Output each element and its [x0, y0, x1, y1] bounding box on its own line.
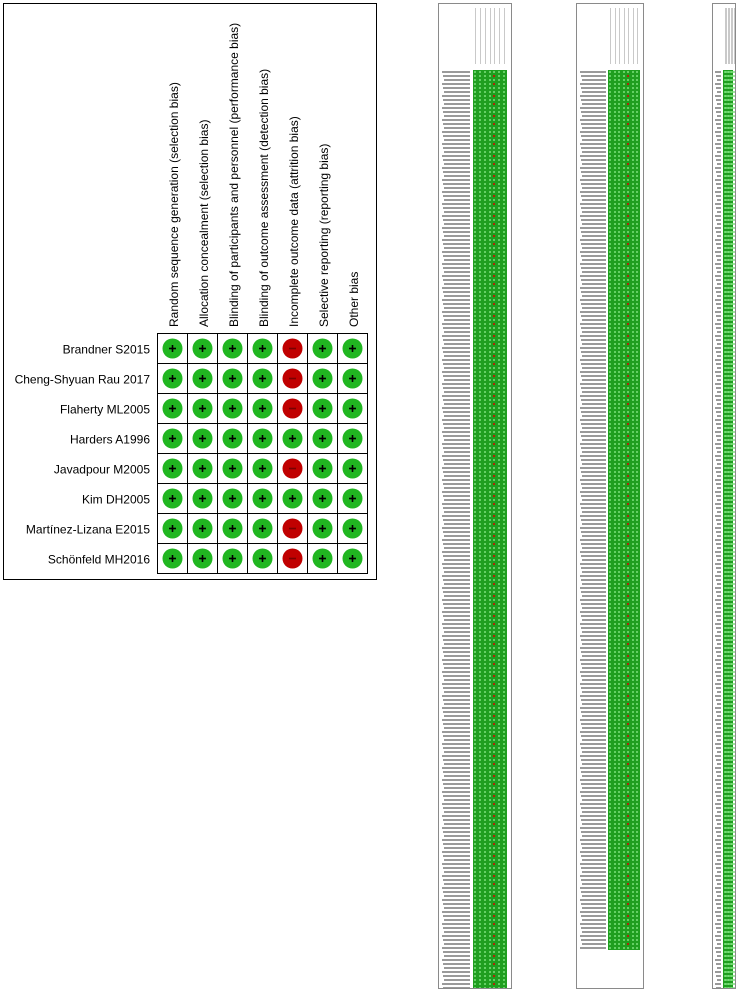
thumbnail-summary-3	[712, 3, 736, 989]
low-risk-mark	[163, 399, 183, 419]
thumbnail-header	[713, 4, 735, 70]
low-risk-mark	[283, 429, 303, 449]
low-risk-mark	[253, 399, 273, 419]
low-risk-mark	[223, 399, 243, 419]
study-label: Schönfeld MH2016	[47, 552, 150, 567]
thumbnail-header	[577, 4, 643, 70]
low-risk-mark	[313, 429, 333, 449]
low-risk-mark	[253, 369, 273, 389]
low-risk-mark	[223, 459, 243, 479]
high-risk-mark	[283, 459, 303, 479]
low-risk-mark	[313, 459, 333, 479]
low-risk-mark	[193, 459, 213, 479]
thumbnail-rows	[577, 70, 643, 986]
study-label: Harders A1996	[69, 432, 150, 447]
thumbnail-rows	[713, 70, 735, 986]
low-risk-mark	[343, 519, 363, 539]
low-risk-mark	[193, 489, 213, 509]
thumbnail-header	[439, 4, 511, 70]
low-risk-mark	[313, 369, 333, 389]
domain-label: Allocation concealment (selection bias)	[197, 119, 211, 327]
study-label: Martínez-Lizana E2015	[25, 522, 150, 537]
low-risk-mark	[343, 369, 363, 389]
low-risk-mark	[253, 429, 273, 449]
low-risk-mark	[253, 459, 273, 479]
low-risk-mark	[343, 429, 363, 449]
low-risk-mark	[223, 519, 243, 539]
low-risk-mark	[193, 399, 213, 419]
low-risk-mark	[163, 429, 183, 449]
thumbnail-rows	[439, 70, 511, 986]
low-risk-mark	[313, 519, 333, 539]
domain-label: Random sequence generation (selection bias)	[167, 82, 181, 327]
low-risk-mark	[193, 429, 213, 449]
domain-label: Other bias	[347, 271, 361, 327]
low-risk-mark	[223, 489, 243, 509]
high-risk-mark	[283, 369, 303, 389]
low-risk-mark	[193, 369, 213, 389]
low-risk-mark	[313, 399, 333, 419]
thumbnail-row	[713, 986, 735, 989]
low-risk-mark	[253, 549, 273, 569]
low-risk-mark	[163, 489, 183, 509]
low-risk-mark	[193, 339, 213, 359]
risk-of-bias-summary	[0, 0, 380, 582]
low-risk-mark	[223, 429, 243, 449]
study-label: Javadpour M2005	[53, 462, 150, 477]
high-risk-mark	[283, 519, 303, 539]
high-risk-mark	[283, 549, 303, 569]
study-label: Brandner S2015	[62, 342, 150, 357]
domain-label: Selective reporting (reporting bias)	[317, 143, 331, 327]
low-risk-mark	[343, 399, 363, 419]
low-risk-mark	[343, 339, 363, 359]
study-label: Kim DH2005	[81, 492, 150, 507]
low-risk-mark	[163, 549, 183, 569]
low-risk-mark	[163, 369, 183, 389]
low-risk-mark	[343, 459, 363, 479]
low-risk-mark	[253, 339, 273, 359]
study-label: Flaherty ML2005	[59, 402, 150, 417]
thumbnail-row	[577, 946, 643, 950]
low-risk-mark	[343, 489, 363, 509]
domain-label: Blinding of outcome assessment (detection bias)	[257, 68, 271, 327]
thumbnail-summary-2	[576, 3, 644, 989]
low-risk-mark	[193, 519, 213, 539]
low-risk-mark	[223, 339, 243, 359]
low-risk-mark	[193, 549, 213, 569]
low-risk-mark	[163, 519, 183, 539]
low-risk-mark	[313, 339, 333, 359]
domain-label: Incomplete outcome data (attrition bias)	[287, 116, 301, 327]
thumbnail-row	[439, 986, 511, 989]
low-risk-mark	[223, 369, 243, 389]
study-label: Cheng-Shyuan Rau 2017	[14, 372, 150, 387]
low-risk-mark	[223, 549, 243, 569]
domain-label: Blinding of participants and personnel (performance bias)	[227, 22, 241, 327]
low-risk-mark	[343, 549, 363, 569]
low-risk-mark	[253, 489, 273, 509]
low-risk-mark	[313, 549, 333, 569]
low-risk-mark	[313, 489, 333, 509]
thumbnail-summary-1	[438, 3, 512, 989]
high-risk-mark	[283, 339, 303, 359]
low-risk-mark	[163, 459, 183, 479]
low-risk-mark	[163, 339, 183, 359]
low-risk-mark	[253, 519, 273, 539]
low-risk-mark	[283, 489, 303, 509]
high-risk-mark	[283, 399, 303, 419]
